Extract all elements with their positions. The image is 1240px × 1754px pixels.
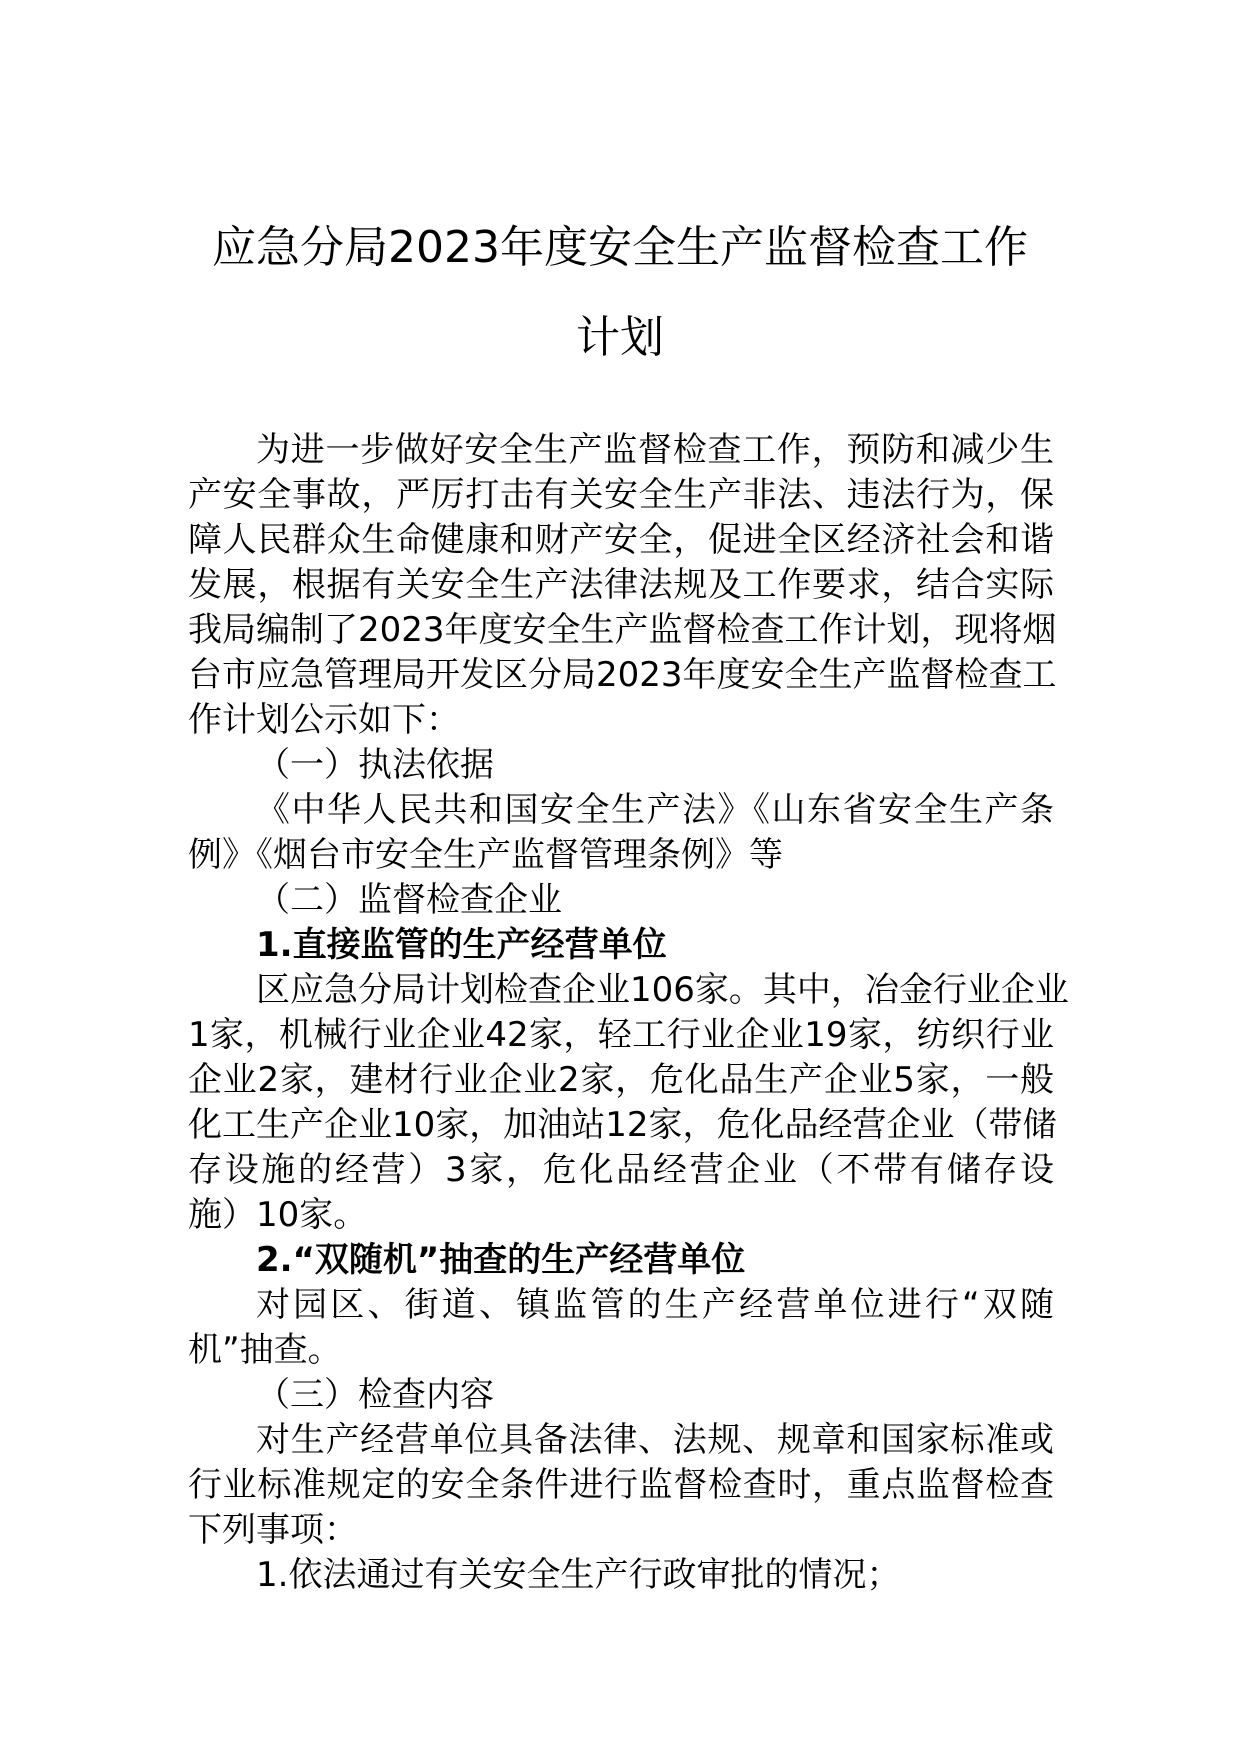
document-title-line-2: 计划 — [576, 312, 664, 363]
section-3-line: 行业标准规定的安全条件进行监督检查时，重点监督检查 — [188, 1465, 1054, 1505]
intro-line: 为进一步做好安全生产监督检查工作，预防和减少生 — [256, 430, 1054, 470]
document-title-line-1: 应急分局2023年度安全生产监督检查工作 — [212, 222, 1028, 273]
subsection-1-line: 企业2家，建材行业企业2家，危化品生产企业5家，一般 — [188, 1060, 1054, 1100]
section-1-line: 《中华人民共和国安全生产法》《山东省安全生产条 — [256, 790, 1054, 830]
section-3-line: 下列事项： — [188, 1510, 358, 1550]
section-heading-inspection-content: （三）检查内容 — [256, 1375, 494, 1415]
subsection-1-line: 区应急分局计划检查企业106家。其中，冶金行业企业 — [256, 970, 1069, 1010]
intro-line: 台市应急管理局开发区分局2023年度安全生产监督检查工 — [188, 655, 1057, 695]
section-3-line: 对生产经营单位具备法律、法规、规章和国家标准或 — [256, 1420, 1054, 1460]
intro-line: 我局编制了2023年度安全生产监督检查工作计划，现将烟 — [188, 610, 1057, 650]
intro-line: 发展，根据有关安全生产法律法规及工作要求，结合实际 — [188, 565, 1054, 605]
section-1-line: 例》《烟台市安全生产监督管理条例》等 — [188, 835, 783, 875]
intro-line: 障人民群众生命健康和财产安全，促进全区经济社会和谐 — [188, 520, 1054, 560]
subsection-1-line: 1家，机械行业企业42家，轻工行业企业19家，纺织行业 — [188, 1015, 1054, 1055]
subsection-heading-direct-supervision: 1.直接监管的生产经营单位 — [256, 925, 667, 965]
intro-line: 作计划公示如下： — [188, 700, 460, 740]
section-heading-legal-basis: （一）执法依据 — [256, 745, 494, 785]
document-body — [188, 428, 1069, 1598]
section-heading-inspected-enterprises: （二）监督检查企业 — [256, 880, 562, 920]
subsection-1-line: 存设施的经营）3家，危化品经营企业（不带有储存设 — [188, 1150, 1054, 1190]
subsection-1-line: 化工生产企业10家，加油站12家，危化品经营企业（带储 — [188, 1105, 1057, 1145]
intro-line: 产安全事故，严厉打击有关安全生产非法、违法行为，保 — [188, 475, 1054, 515]
subsection-1-line: 施）10家。 — [188, 1195, 368, 1235]
subsection-heading-random-inspection: 2.“双随机”抽查的生产经营单位 — [256, 1240, 746, 1280]
subsection-2-line: 机”抽查。 — [188, 1330, 342, 1370]
subsection-2-line: 对园区、街道、镇监管的生产经营单位进行“双随 — [256, 1285, 1054, 1325]
inspection-item-1: 1.依法通过有关安全生产行政审批的情况； — [256, 1555, 901, 1595]
